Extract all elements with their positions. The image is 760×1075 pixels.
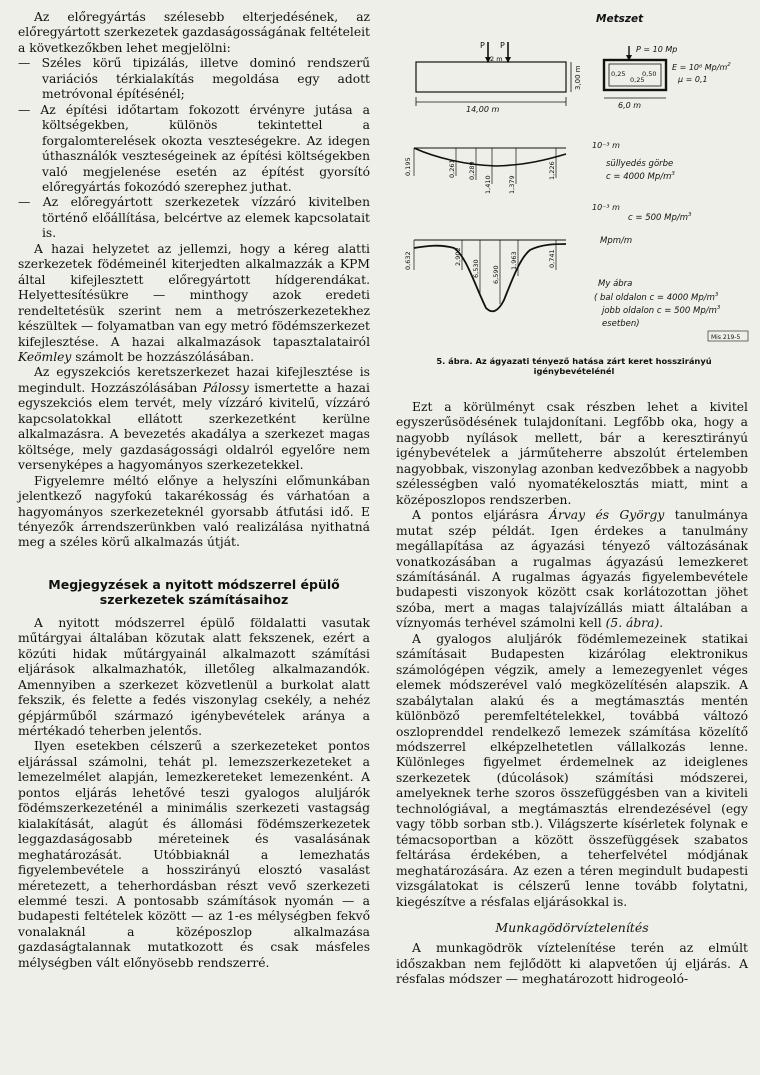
paragraph: Ezt a körülményt csak részben lehet a kivitel egyszerűsödésének tulajdonítani. Legfőbb oka, hogy a nagyobb nyílások mellett, bár a keresztirányú igénybevételek a járműteherre abszolút értelemben nagyobbak, viszonylag azonban kedvezőbbek a nagyobb szélességben való nyomatékelosztás miatt, mint a középoszlopos rendszerben. [396, 400, 748, 507]
paragraph: Ilyen esetekben célszerű a szerkezeteket pontos eljárással számolni, tehát pl. lemezszerkezeteket a lemezelmélet alapján, lemezkereteket lemezenként. A pontos eljárás lehetővé teszi gyalogos aluljárók födémszerkezeténél a minimális szerkezeti vastagság kialakítását, alagút és állomási födémszerkezetek leggazdaságosabb méreteinek és vasalásának meghatározását. Utóbbiaknál a lemezhatás figyelembevétele a hosszirányú elosztó vasalást méretezett, a teherhordásban részt vevő szerkezeti elemmé teszi. A pontosabb számítások nyomán — a budapesti feltételek között — az 1-es mélységben fekvő vonalaknál a középoszlop alkalmazása gazdaságtalannak mutatkozott és csak másfeles mélységben vált előnyösebb rendszerré. [18, 739, 370, 970]
svg-text:jobb oldalon c = 500 Mp/m3: jobb oldalon c = 500 $Mp/m^3$ [602, 305, 721, 316]
svg-text:6,590: 6,590 [492, 265, 500, 284]
svg-text:0,261: 0,261 [448, 159, 456, 178]
author-name: Pálossy [202, 380, 249, 395]
paragraph: A pontos eljárásra Árvay és György tanulmánya mutat szép példát. Igen érdekes a tanulmány megállapítása az ágyazási tényező változásának vonatkozásában a rugalmas ágyazású lemezkeret számításánál. A rugalmas ágyazás figyelembevétele budapesti viszonyok között csak korlátozottan jöhet szóba, mert a magas talajvízállás miatt általában a víznyomás terhével számolni kell (5. ábra). [396, 508, 748, 631]
paragraph: A gyalogos aluljárók födémlemezeinek statikai számításait Budapesten kizárólag elektronikus számológépen végzik, amely a lemezegyenlet véges elemek módszerével való megközelítésén alapszik. A szabálytalan alakú és a megtámasztás mentén különböző peremfeltételekkel, továbbá változó oszloprenddel rendelkező lemezek számítása közelítő módszerrel elképzelhetetlen vállalkozás lenne. Különleges figyelmet érdemelnek az ideiglenes szerkezetek (dúcolások) számítási módszerei, amelyeknek terhe szoros összefüggésben van a kiviteli technológiával, a megtámasztás elrendezésével (egy vagy több sorban stb.). Világszerte kísérletek folynak e témacsoportban a között összefüggések szabatos feltárása érdekében, a teherfelvétel módjának meghatározására. Az ezen a téren megindult budapesti vizsgálatokat is célszerű lenne tovább folytatni, kiegészítve a résfalas eljárásokkal is. [396, 631, 748, 909]
settlement-curve-1 [414, 148, 566, 166]
svg-text:c = 4000 Mp/m3: c = 4000 $Mp/m^3$ [606, 171, 675, 182]
moment-diagram-title: My ábra [598, 279, 633, 289]
svg-text:0,741: 0,741 [548, 249, 556, 268]
svg-text:2,902: 2,902 [454, 247, 462, 266]
left-column [18, 10, 370, 971]
param-poisson: μ = 0,1 [678, 75, 708, 84]
svg-text:10⁻³ m: 10⁻³ m [592, 203, 620, 212]
svg-text:1,410: 1,410 [484, 175, 492, 194]
curve-title: süllyedés görbe [606, 159, 674, 169]
subsection-heading: Munkagödörvíztelenítés [495, 919, 649, 935]
figure-5-diagram [396, 8, 752, 388]
paragraph: A nyitott módszerrel épülő földalatti vasutak műtárgyai általában közutak alatt fekszenek, ezért a közúti hidak műtárgyainál alkalmazott számítási eljárások alkalmazhatók, illetőleg alkalmazandók. Amennyiben a szerkezet közvetlenül a burkolat alatt fekszik, és felette a fedés viszonylag csekély, a nehéz gépjárműből származó igénybevételek aránya a mértékadó teherben jelentős. [18, 615, 370, 739]
svg-text:0,50: 0,50 [642, 70, 657, 78]
svg-text:0,195: 0,195 [404, 157, 412, 176]
figure-caption: 5. ábra. Az ágyazati tényező hatása zárt keret hosszirányú igénybevételénél [436, 356, 712, 376]
svg-text:( bal oldalon c = 4000 Mp/m3: ( bal oldalon c = 4000 $Mp/m^3$ [594, 292, 719, 303]
load-spacing-label: 2 m [490, 55, 503, 63]
load-label: P [500, 41, 505, 50]
svg-text:Mpm/m: Mpm/m [600, 236, 633, 246]
section-width-label: 6,0 m [618, 101, 642, 110]
svg-text:0,25: 0,25 [630, 76, 645, 84]
paragraph: A hazai helyzetet az jellemzi, hogy a kéreg alatti szerkezetek födémeinél kiterjedten alkalmazzák a KPM által kifejlesztett előregyártott hídgerendákat. Helyettesítésükre — minthogy azok eredeti rendeltetésük szerint nem a metrószerkezetekhez készültek — folyamatban van egy metró födémszerkezet kifejlesztése. A hazai alkalmazások tapasztalatairól Keömley számolt be hozzászólásában. [18, 241, 370, 364]
svg-text:0,632: 0,632 [404, 251, 412, 270]
span-label: 14,00 m [466, 105, 500, 114]
svg-text:1,226: 1,226 [548, 161, 556, 180]
svg-text:0,25: 0,25 [611, 70, 626, 78]
svg-text:1,963: 1,963 [510, 251, 518, 270]
frame-elevation [416, 62, 566, 92]
svg-text:6,530: 6,530 [472, 259, 480, 278]
paragraph: Az egyszekciós keretszerkezet hazai kifejlesztése is megindult. Hozzászólásában Pálossy ismertette a hazai egyszekciós elem tervét, mely vízzáró kivitelű, vízzáró kapcsolatokkal ellátott szerkezetként kerülne alkalmazásra. A bevezetés akadálya a szerkezet magas költsége, mely gazdaságossági oldalról egyelőre nem versenyképes a hagyományos szerkezetekkel. [18, 365, 370, 473]
paragraph: Figyelemre méltó előnye a helyszíni előmunkában jelentkező nagyfokú takarékosság és várhatóan a hagyományos szerkezeteknél gyorsabb átfutási idő. E tényezők árrendszerünkben való realizálása nyithatná meg a széles körű alkalmazás útját. [18, 473, 370, 550]
svg-text:c = 500 Mp/m3: c = 500 $Mp/m^3$ [628, 212, 692, 223]
author-name: Keömley [18, 349, 72, 364]
moment-curve [414, 244, 566, 311]
svg-text:0,289: 0,289 [468, 161, 476, 180]
figure-title: Metszet [596, 13, 644, 25]
svg-text:esetben): esetben) [602, 319, 640, 329]
load-label: P [480, 41, 485, 50]
section-heading: Megjegyzések a nyitott módszerrel épülő szerkezetek számításaihoz [48, 576, 340, 608]
param-modulus: E = 10⁶ $Mp/m^2$ [672, 62, 731, 72]
right-column [396, 400, 748, 988]
figure-reference: (5. ábra). [605, 616, 664, 631]
author-name: Árvay és György [549, 508, 665, 523]
paragraph: A munkagödrök víztelenítése terén az elmúlt időszakban nem fejlődött ki alapvetően új eljárás. A résfalas módszer — meghatározott hidrogeoló- [396, 941, 748, 987]
svg-text:1,379: 1,379 [508, 175, 516, 194]
svg-text:10⁻³ m: 10⁻³ m [592, 141, 620, 150]
svg-text:Mis 219-5: Mis 219-5 [711, 334, 741, 341]
requirements-list [18, 56, 370, 241]
list-item: — Az építési időtartam fokozott érvényre jutása a költségekben, különös tekintettel a forgalomterelések okozta veszteségekre. Az idegen úthasználók veszteségeinek az építési költségekben való megjelenése esetén az építést gyorsító előregyártás fokozódó szerephez juthat. [18, 102, 370, 194]
list-item: — Széles körű tipizálás, illetve dominó rendszerű variációs térkialakítás megoldása egy adott metróvonal építésénél; [18, 56, 370, 102]
height-label: 3,00 m [574, 65, 582, 90]
list-item: — Az előregyártott szerkezetek vízzáró kivitelben történő előállítása, belcértve az elemek kapcsolatait is. [18, 195, 370, 241]
paragraph: Az előregyártás szélesebb elterjedésének, az előregyártott szerkezetek gazdaságosságának feltételeit a következőkben lehet megjelölni: [18, 10, 370, 55]
param-load: P = 10 Mp [636, 45, 678, 54]
